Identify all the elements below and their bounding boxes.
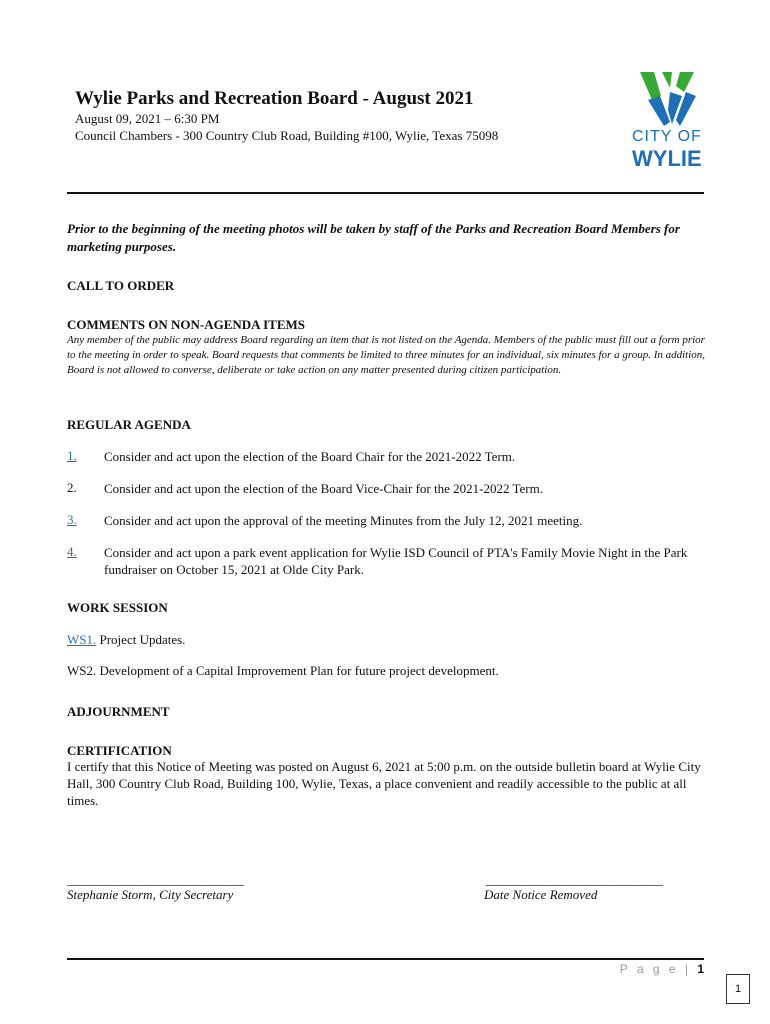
signature-line-right: ________________________________: [486, 872, 662, 887]
agenda-item-2-text: Consider and act upon the election of the Board Vice-Chair for the 2021-2022 Term.: [104, 481, 543, 496]
call-to-order-heading: CALL TO ORDER: [67, 278, 175, 293]
agenda-item-2-number: 2.: [67, 480, 77, 495]
certification-heading: CERTIFICATION: [67, 743, 172, 758]
page-label: P a g e |: [619, 962, 691, 976]
footer-divider: [67, 958, 704, 960]
certification-text: I certify that this Notice of Meeting was posted on August 6, 2021 at 5:00 p.m. on the outside bulletin board at Wylie City Hall, 300 Country Club Road, Building 100, Wylie, Texas, a place convenient and readily accessible to the public at all times.: [67, 759, 701, 808]
agenda-item-4-link[interactable]: 4.: [67, 544, 77, 559]
page-number-box: 1: [726, 974, 750, 1004]
signature-label-left: Stephanie Storm, City Secretary: [67, 887, 234, 902]
regular-agenda-heading: REGULAR AGENDA: [67, 417, 191, 432]
agenda-item-1-link[interactable]: 1.: [67, 448, 77, 463]
work-session-2-number: WS2.: [67, 663, 97, 678]
photo-notice: Prior to the beginning of the meeting photos will be taken by staff of the Parks and Recreation Board Members for marketing purposes.: [67, 221, 680, 254]
header-divider: [67, 192, 704, 194]
agenda-item-3-text: Consider and act upon the approval of the meeting Minutes from the July 12, 2021 meeting.: [104, 513, 583, 528]
work-session-1-link[interactable]: WS1.: [67, 632, 97, 647]
city-of-wylie-logo: [630, 70, 710, 170]
logo-wylie: WYLIE: [632, 146, 702, 171]
meeting-datetime: August 09, 2021 – 6:30 PM: [75, 111, 220, 126]
comments-heading: COMMENTS ON NON-AGENDA ITEMS: [67, 317, 305, 332]
signature-label-right: Date Notice Removed: [484, 887, 598, 902]
meeting-location: Council Chambers - 300 Country Club Road, Building #100, Wylie, Texas 75098: [75, 128, 499, 143]
page-number: 1: [697, 962, 704, 976]
adjournment-heading: ADJOURNMENT: [67, 704, 170, 719]
page-footer: [600, 962, 704, 976]
page-title: Wylie Parks and Recreation Board - August 2021: [75, 88, 474, 109]
work-session-heading: WORK SESSION: [67, 600, 168, 615]
agenda-item-3-link[interactable]: 3.: [67, 512, 77, 527]
work-session-2-text: Development of a Capital Improvement Plan for future project development.: [99, 663, 499, 678]
signature-line-left: ________________________________: [67, 872, 243, 887]
agenda-item-1-text: Consider and act upon the election of the Board Chair for the 2021-2022 Term.: [104, 449, 516, 464]
work-session-1-text: Project Updates.: [99, 632, 186, 647]
work-session-item-1: [67, 632, 185, 648]
logo-city-of: CITY OF: [632, 128, 702, 145]
comments-text: Any member of the public may address Board regarding an item that is not listed on the Agenda. Members of the public must fill out a form prior to the meeting in order to speak. Board requests that comments be limited to three minutes for an individual, six minutes for a group. In addition, Board is not allowed to converse, deliberate or take action on any matter presented during citizen participation.: [67, 334, 706, 376]
agenda-item-4-text: Consider and act upon a park event application for Wylie ISD Council of PTA's Family Movie Night in the Park fundraiser on October 15, 2021 at Olde City Park.: [104, 545, 688, 577]
work-session-item-2: [67, 663, 499, 679]
